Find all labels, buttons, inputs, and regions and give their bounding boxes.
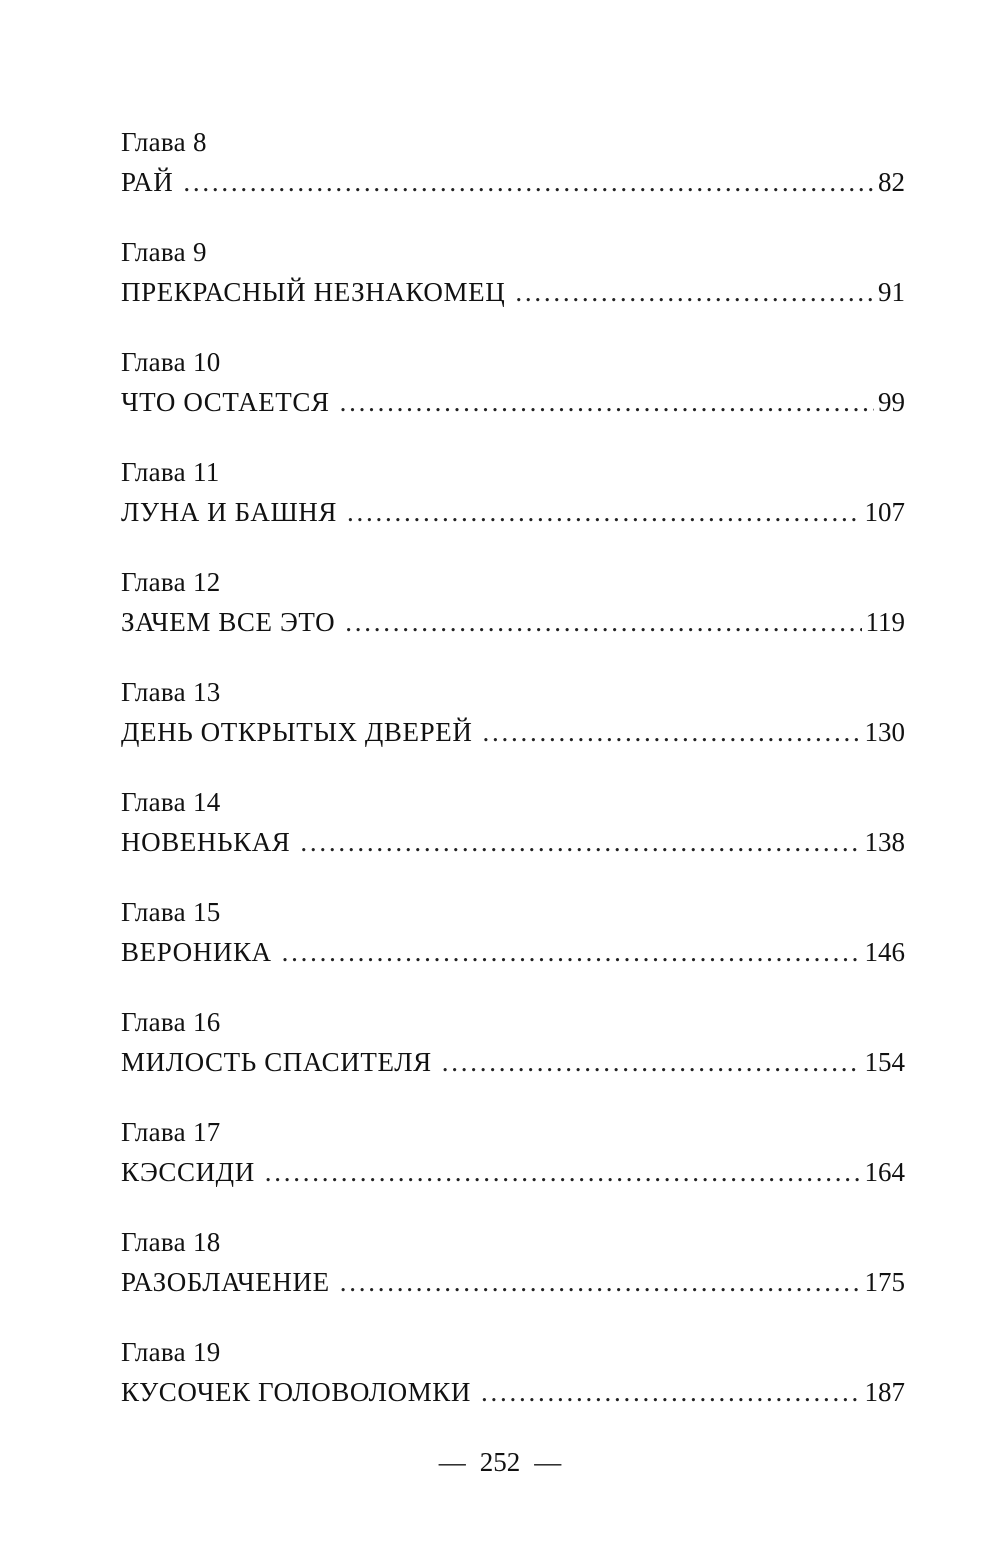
chapter-row [121,712,905,752]
toc-entry[interactable] [121,562,905,672]
dot-leader [282,932,861,972]
chapter-row [121,162,905,202]
chapter-title: ЗАЧЕМ ВСЕ ЭТО [121,607,336,637]
dot-leader [300,822,860,862]
chapter-row [121,932,905,972]
chapter-number: Глава 18 [121,1227,221,1257]
chapter-row [121,1152,905,1192]
chapter-title: ЧТО ОСТАЕТСЯ [121,387,330,417]
chapter-number: Глава 19 [121,1337,221,1367]
chapter-title: ЛУНА И БАШНЯ [121,497,338,527]
toc-entry[interactable] [121,232,905,342]
chapter-number: Глава 17 [121,1117,221,1147]
chapter-number: Глава 12 [121,567,221,597]
chapter-title: НОВЕНЬКАЯ [121,827,291,857]
chapter-page-number: 107 [864,497,905,527]
chapter-row [121,822,905,862]
chapter-number: Глава 14 [121,787,221,817]
chapter-page-number: 146 [864,937,905,967]
chapter-number: Глава 9 [121,237,207,267]
dot-leader [183,162,874,202]
dot-leader [482,712,860,752]
chapter-row [121,1372,905,1412]
chapter-number: Глава 10 [121,347,221,377]
chapter-row [121,382,905,422]
page-footer [0,1442,1000,1482]
chapter-title: РАЙ [121,167,174,197]
chapter-page-number: 91 [878,277,905,307]
chapter-number: Глава 8 [121,127,207,157]
folio-dash-right: — [534,1447,562,1477]
chapter-page-number: 119 [865,607,905,637]
chapter-page-number: 154 [864,1047,905,1077]
chapter-page-number: 82 [878,167,905,197]
chapter-number: Глава 11 [121,457,220,487]
toc-entry[interactable] [121,452,905,562]
chapter-page-number: 187 [864,1377,905,1407]
page-number: 252 [479,1447,521,1477]
table-of-contents [121,122,905,1442]
toc-entry[interactable] [121,342,905,452]
dot-leader [442,1042,861,1082]
chapter-title: ПРЕКРАСНЫЙ НЕЗНАКОМЕЦ [121,277,506,307]
dot-leader [345,602,861,642]
toc-entry[interactable] [121,672,905,782]
toc-entry[interactable] [121,1332,905,1442]
dot-leader [265,1152,861,1192]
chapter-page-number: 99 [878,387,905,417]
chapter-row [121,272,905,312]
chapter-title: ДЕНЬ ОТКРЫТЫХ ДВЕРЕЙ [121,717,473,747]
toc-entry[interactable] [121,782,905,892]
chapter-row [121,1262,905,1302]
dot-leader [481,1372,860,1412]
chapter-number: Глава 16 [121,1007,221,1037]
chapter-row [121,492,905,532]
chapter-page-number: 138 [864,827,905,857]
chapter-title: РАЗОБЛАЧЕНИЕ [121,1267,330,1297]
dot-leader [515,272,874,312]
dot-leader [340,1262,861,1302]
toc-entry[interactable] [121,122,905,232]
chapter-row [121,1042,905,1082]
toc-entry[interactable] [121,1112,905,1222]
chapter-number: Глава 13 [121,677,221,707]
chapter-number: Глава 15 [121,897,221,927]
toc-entry[interactable] [121,1222,905,1332]
chapter-title: МИЛОСТЬ СПАСИТЕЛЯ [121,1047,432,1077]
dot-leader [340,382,874,422]
toc-entry[interactable] [121,1002,905,1112]
dot-leader [347,492,860,532]
chapter-title: ВЕРОНИКА [121,937,272,967]
folio-dash-left: — [438,1447,466,1477]
chapter-page-number: 130 [864,717,905,747]
toc-entry[interactable] [121,892,905,1002]
chapter-row [121,602,905,642]
chapter-title: КЭССИДИ [121,1157,255,1187]
chapter-page-number: 164 [864,1157,905,1187]
chapter-page-number: 175 [864,1267,905,1297]
chapter-title: КУСОЧЕК ГОЛОВОЛОМКИ [121,1377,472,1407]
